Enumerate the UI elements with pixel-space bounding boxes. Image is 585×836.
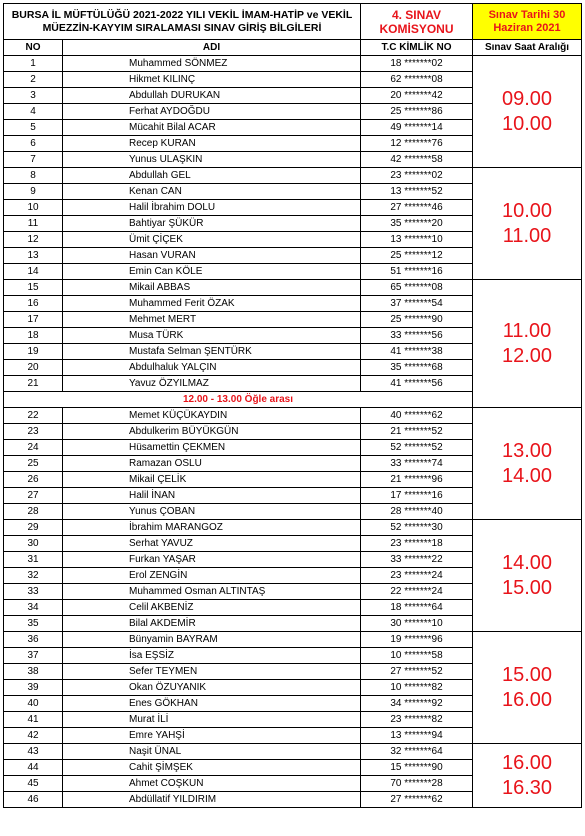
candidate-name: Erol ZENGİN xyxy=(63,568,361,584)
time-slot-end: 10.00 xyxy=(501,112,553,135)
tc-number: 42 *******58 xyxy=(361,152,473,168)
tc-number: 22 *******24 xyxy=(361,584,473,600)
tc-number: 34 *******92 xyxy=(361,696,473,712)
candidate-name: Memet KÜÇÜKAYDIN xyxy=(63,408,361,424)
tc-number: 33 *******74 xyxy=(361,456,473,472)
tc-number: 21 *******52 xyxy=(361,424,473,440)
tc-number: 27 *******46 xyxy=(361,200,473,216)
time-slot xyxy=(473,56,582,168)
time-slot xyxy=(473,744,582,808)
row-number: 29 xyxy=(4,520,63,536)
candidate-name: Mikail ÇELİK xyxy=(63,472,361,488)
row-number: 24 xyxy=(4,440,63,456)
candidate-name: Halil İNAN xyxy=(63,488,361,504)
tc-number: 35 *******68 xyxy=(361,360,473,376)
candidate-name: Serhat YAVUZ xyxy=(63,536,361,552)
time-slot xyxy=(473,632,582,744)
tc-number: 13 *******94 xyxy=(361,728,473,744)
tc-number: 17 *******16 xyxy=(361,488,473,504)
time-slot xyxy=(473,408,582,520)
column-header-name: ADI xyxy=(63,40,361,56)
candidate-name: Mehmet MERT xyxy=(63,312,361,328)
row-number: 40 xyxy=(4,696,63,712)
row-number: 22 xyxy=(4,408,63,424)
candidate-name: Mücahit Bilal ACAR xyxy=(63,120,361,136)
row-number: 2 xyxy=(4,72,63,88)
tc-number: 32 *******64 xyxy=(361,744,473,760)
row-number: 5 xyxy=(4,120,63,136)
tc-number: 25 *******12 xyxy=(361,248,473,264)
exam-schedule-table xyxy=(3,3,582,808)
table-row xyxy=(4,632,582,648)
time-slot-start: 13.00 xyxy=(501,439,553,462)
row-number: 33 xyxy=(4,584,63,600)
time-slot xyxy=(473,168,582,280)
candidate-name: Sefer TEYMEN xyxy=(63,664,361,680)
tc-number: 10 *******82 xyxy=(361,680,473,696)
candidate-name: Muhammed Osman ALTINTAŞ xyxy=(63,584,361,600)
candidate-name: Ümit ÇİÇEK xyxy=(63,232,361,248)
candidate-name: Bilal AKDEMİR xyxy=(63,616,361,632)
candidate-name: Muhammed Ferit ÖZAK xyxy=(63,296,361,312)
time-slot-start: 15.00 xyxy=(501,663,553,686)
candidate-name: Abdulhaluk YALÇIN xyxy=(63,360,361,376)
table-row xyxy=(4,744,582,760)
candidate-name: Mikail ABBAS xyxy=(63,280,361,296)
tc-number: 21 *******96 xyxy=(361,472,473,488)
row-number: 26 xyxy=(4,472,63,488)
tc-number: 30 *******10 xyxy=(361,616,473,632)
tc-number: 35 *******20 xyxy=(361,216,473,232)
candidate-name: İsa EŞSİZ xyxy=(63,648,361,664)
row-number: 10 xyxy=(4,200,63,216)
row-number: 18 xyxy=(4,328,63,344)
time-slot-start: 14.00 xyxy=(501,551,553,574)
tc-number: 40 *******62 xyxy=(361,408,473,424)
candidate-name: Ahmet COŞKUN xyxy=(63,776,361,792)
time-slot-end: 12.00 xyxy=(501,344,553,367)
time-slot-end: 16.00 xyxy=(501,688,553,711)
candidate-name: Emre YAHŞİ xyxy=(63,728,361,744)
row-number: 45 xyxy=(4,776,63,792)
tc-number: 41 *******38 xyxy=(361,344,473,360)
row-number: 38 xyxy=(4,664,63,680)
column-header-row xyxy=(4,40,582,56)
table-body xyxy=(4,56,582,808)
candidate-name: Ramazan OSLU xyxy=(63,456,361,472)
tc-number: 52 *******52 xyxy=(361,440,473,456)
tc-number: 25 *******86 xyxy=(361,104,473,120)
tc-number: 25 *******90 xyxy=(361,312,473,328)
candidate-name: Halil İbrahim DOLU xyxy=(63,200,361,216)
tc-number: 41 *******56 xyxy=(361,376,473,392)
tc-number: 13 *******10 xyxy=(361,232,473,248)
candidate-name: Yavuz ÖZYILMAZ xyxy=(63,376,361,392)
row-number: 11 xyxy=(4,216,63,232)
tc-number: 12 *******76 xyxy=(361,136,473,152)
row-number: 13 xyxy=(4,248,63,264)
tc-number: 13 *******52 xyxy=(361,184,473,200)
row-number: 43 xyxy=(4,744,63,760)
tc-number: 23 *******82 xyxy=(361,712,473,728)
time-slot-end: 15.00 xyxy=(501,576,553,599)
candidate-name: Mustafa Selman ŞENTÜRK xyxy=(63,344,361,360)
candidate-name: Naşit ÜNAL xyxy=(63,744,361,760)
candidate-name: Hüsamettin ÇEKMEN xyxy=(63,440,361,456)
column-header-tc: T.C KİMLİK NO xyxy=(361,40,473,56)
candidate-name: Celil AKBENİZ xyxy=(63,600,361,616)
row-number: 20 xyxy=(4,360,63,376)
row-number: 44 xyxy=(4,760,63,776)
tc-number: 37 *******54 xyxy=(361,296,473,312)
row-number: 32 xyxy=(4,568,63,584)
row-number: 30 xyxy=(4,536,63,552)
row-number: 25 xyxy=(4,456,63,472)
row-number: 34 xyxy=(4,600,63,616)
table-row xyxy=(4,168,582,184)
candidate-name: Ferhat AYDOĞDU xyxy=(63,104,361,120)
row-number: 28 xyxy=(4,504,63,520)
candidate-name: Abdullah GEL xyxy=(63,168,361,184)
tc-number: 27 *******52 xyxy=(361,664,473,680)
tc-number: 28 *******40 xyxy=(361,504,473,520)
row-number: 17 xyxy=(4,312,63,328)
tc-number: 18 *******64 xyxy=(361,600,473,616)
tc-number: 33 *******22 xyxy=(361,552,473,568)
row-number: 37 xyxy=(4,648,63,664)
time-slot xyxy=(473,280,582,408)
row-number: 31 xyxy=(4,552,63,568)
tc-number: 65 *******08 xyxy=(361,280,473,296)
candidate-name: Musa TÜRK xyxy=(63,328,361,344)
row-number: 12 xyxy=(4,232,63,248)
time-slot-end: 16.30 xyxy=(501,776,553,799)
time-slot-end: 14.00 xyxy=(501,464,553,487)
row-number: 7 xyxy=(4,152,63,168)
candidate-name: Muhammed SÖNMEZ xyxy=(63,56,361,72)
tc-number: 51 *******16 xyxy=(361,264,473,280)
candidate-name: Furkan YAŞAR xyxy=(63,552,361,568)
time-slot-start: 16.00 xyxy=(501,751,553,774)
tc-number: 23 *******18 xyxy=(361,536,473,552)
tc-number: 27 *******62 xyxy=(361,792,473,808)
column-header-no: NO xyxy=(4,40,63,56)
tc-number: 15 *******90 xyxy=(361,760,473,776)
candidate-name: Bünyamin BAYRAM xyxy=(63,632,361,648)
time-slot xyxy=(473,520,582,632)
tc-number: 23 *******02 xyxy=(361,168,473,184)
tc-number: 19 *******96 xyxy=(361,632,473,648)
candidate-name: Okan ÖZUYANIK xyxy=(63,680,361,696)
candidate-name: Yunus ÇOBAN xyxy=(63,504,361,520)
row-number: 6 xyxy=(4,136,63,152)
table-row xyxy=(4,408,582,424)
row-number: 14 xyxy=(4,264,63,280)
tc-number: 23 *******24 xyxy=(361,568,473,584)
time-slot-end: 11.00 xyxy=(502,224,552,247)
row-number: 3 xyxy=(4,88,63,104)
row-number: 39 xyxy=(4,680,63,696)
candidate-name: Emin Can KÖLE xyxy=(63,264,361,280)
row-number: 19 xyxy=(4,344,63,360)
row-number: 42 xyxy=(4,728,63,744)
row-number: 23 xyxy=(4,424,63,440)
candidate-name: Abdüllatif YILDIRIM xyxy=(63,792,361,808)
exam-date-label: Sınav Tarihi 30 Haziran 2021 xyxy=(473,4,582,40)
row-number: 21 xyxy=(4,376,63,392)
time-slot-start: 10.00 xyxy=(501,199,553,222)
tc-number: 49 *******14 xyxy=(361,120,473,136)
tc-number: 33 *******56 xyxy=(361,328,473,344)
candidate-name: Hasan VURAN xyxy=(63,248,361,264)
candidate-name: Abdullah DURUKAN xyxy=(63,88,361,104)
row-number: 9 xyxy=(4,184,63,200)
tc-number: 52 *******30 xyxy=(361,520,473,536)
table-row xyxy=(4,56,582,72)
candidate-name: Recep KURAN xyxy=(63,136,361,152)
tc-number: 18 *******02 xyxy=(361,56,473,72)
document-title: BURSA İL MÜFTÜLÜĞÜ 2021-2022 YILI VEKİL İMAM-HATİP ve VEKİL MÜEZZİN-KAYYIM SIRALAMASI SINAV GİRİŞ BİLGİLERİ xyxy=(4,4,361,40)
row-number: 41 xyxy=(4,712,63,728)
row-number: 27 xyxy=(4,488,63,504)
time-slot-start: 09.00 xyxy=(501,87,553,110)
candidate-name: Abdulkerim BÜYÜKGÜN xyxy=(63,424,361,440)
tc-number: 62 *******08 xyxy=(361,72,473,88)
commission-label: 4. SINAV KOMİSYONU xyxy=(361,4,473,40)
lunch-break-label: 12.00 - 13.00 Öğle arası xyxy=(4,392,473,408)
candidate-name: İbrahim MARANGOZ xyxy=(63,520,361,536)
tc-number: 20 *******42 xyxy=(361,88,473,104)
table-row xyxy=(4,520,582,536)
row-number: 35 xyxy=(4,616,63,632)
row-number: 1 xyxy=(4,56,63,72)
tc-number: 10 *******58 xyxy=(361,648,473,664)
table-row xyxy=(4,280,582,296)
row-number: 36 xyxy=(4,632,63,648)
row-number: 46 xyxy=(4,792,63,808)
candidate-name: Murat İLİ xyxy=(63,712,361,728)
row-number: 4 xyxy=(4,104,63,120)
candidate-name: Bahtiyar ŞÜKÜR xyxy=(63,216,361,232)
candidate-name: Cahit ŞİMŞEK xyxy=(63,760,361,776)
candidate-name: Enes GÖKHAN xyxy=(63,696,361,712)
row-number: 16 xyxy=(4,296,63,312)
row-number: 8 xyxy=(4,168,63,184)
candidate-name: Hikmet KILINÇ xyxy=(63,72,361,88)
title-row xyxy=(4,4,582,40)
candidate-name: Kenan CAN xyxy=(63,184,361,200)
row-number: 15 xyxy=(4,280,63,296)
tc-number: 70 *******28 xyxy=(361,776,473,792)
time-slot-start: 11.00 xyxy=(502,319,552,342)
column-header-time: Sınav Saat Aralığı xyxy=(473,40,582,56)
candidate-name: Yunus ULAŞKIN xyxy=(63,152,361,168)
